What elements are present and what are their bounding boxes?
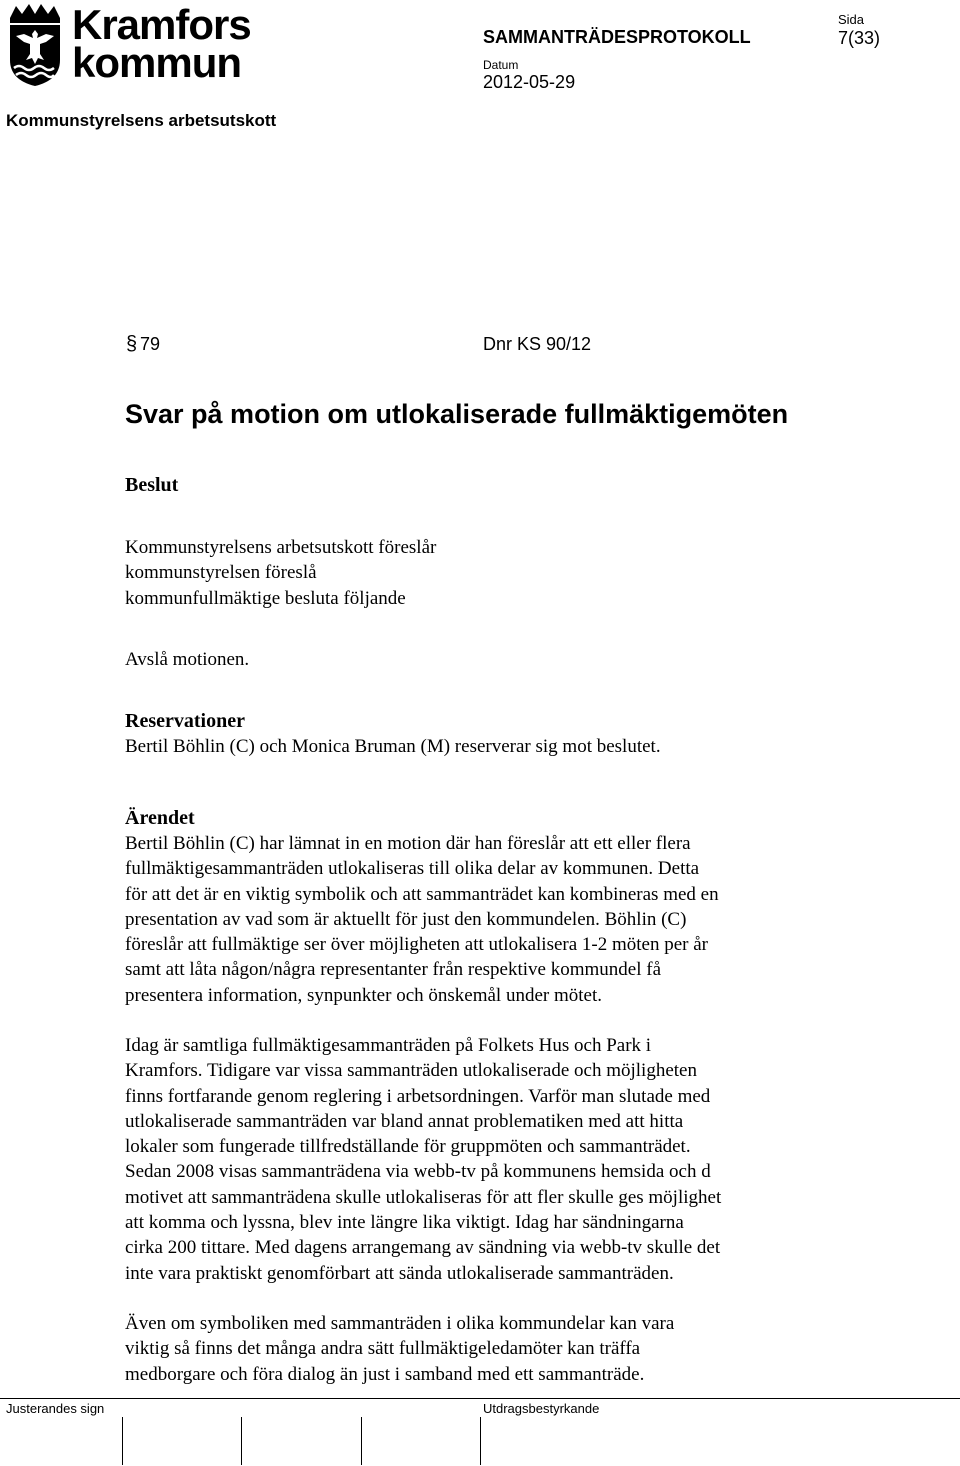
text-line: att komma och lyssna, blev inte längre lika viktigt. Idag har sändningarna — [125, 1212, 684, 1234]
footer-divider — [0, 1398, 960, 1399]
text-line: föreslår att fullmäktige ser över möjligheten att utlokalisera 1-2 möten per år — [125, 934, 708, 956]
diary-number: Dnr KS 90/12 — [483, 334, 592, 354]
footer-sign-label: Justerandes sign — [6, 1401, 105, 1416]
arendet-paragraph-1 — [125, 831, 845, 1008]
page-title: Svar på motion om utlokaliserade fullmäktigemöten — [125, 399, 789, 429]
logo-line-2: kommun — [72, 39, 242, 86]
text-line: för att det är en viktig symbolik och att sammanträdet kan kombineras med en — [125, 883, 719, 905]
kramfors-kommun-logo — [6, 1, 256, 86]
signature-box-divider — [480, 1417, 481, 1465]
organization-name: Kommunstyrelsens arbetsutskott — [6, 111, 277, 130]
beslut-text — [125, 535, 845, 611]
coat-of-arms-icon — [6, 4, 64, 86]
date-label: Datum — [483, 58, 519, 72]
text-line: presentera information, synpunkter och önskemål under mötet. — [125, 984, 602, 1006]
text-line: samt att låta någon/några representanter från respektive kommundel få — [125, 959, 661, 981]
text-line: Bertil Böhlin (C) har lämnat in en motion där han föreslår att ett eller flera — [125, 833, 691, 854]
beslut-line: kommunstyrelsen föreslå — [125, 562, 317, 584]
beslut-line: kommunfullmäktige besluta följande — [125, 587, 406, 609]
signature-box-divider — [122, 1417, 123, 1465]
text-line: inte vara praktiskt genomförbart att sända utlokaliserade sammanträden. — [125, 1262, 674, 1284]
text-line: Kramfors. Tidigare var vissa sammanträden utlokaliserade och möjligheten — [125, 1060, 697, 1082]
section-mark: § — [126, 333, 138, 355]
arendet-paragraph-2 — [125, 1033, 845, 1286]
reservationer-heading: Reservationer — [125, 710, 245, 732]
document-type: SAMMANTRÄDESPROTOKOLL — [483, 27, 751, 47]
page-label: Sida — [838, 12, 865, 27]
text-line: Även om symboliken med sammanträden i olika kommundelar kan vara — [125, 1313, 675, 1334]
text-line: cirka 200 tittare. Med dagens arrangemang av sändning via webb-tv skulle det — [125, 1237, 721, 1259]
reservationer-text: Bertil Böhlin (C) och Monica Bruman (M) reserverar sig mot beslutet. — [125, 736, 661, 757]
text-line: presentation av vad som är aktuellt för just den kommundelen. Böhlin (C) — [125, 908, 687, 930]
text-line: lokaler som fungerade tillfredställande för gruppmöten och sammanträdet. — [125, 1136, 691, 1158]
footer-utdrag-label: Utdragsbestyrkande — [483, 1401, 600, 1416]
page-number: 7(33) — [838, 28, 881, 48]
logo-wordmark — [72, 1, 251, 86]
signature-box-divider — [241, 1417, 242, 1465]
text-line: viktig så finns det många andra sätt fullmäktigeledamöter kan träffa — [125, 1338, 641, 1360]
text-line: fullmäktigesammanträden utlokaliseras till olika delar av kommunen. Detta — [125, 858, 700, 880]
arendet-paragraph-3 — [125, 1311, 845, 1387]
text-line: Idag är samtliga fullmäktigesammanträden på Folkets Hus och Park i — [125, 1035, 652, 1056]
beslut-line: Kommunstyrelsens arbetsutskott föreslår — [125, 537, 437, 558]
logo-line-1: Kramfors — [72, 1, 251, 48]
beslut-heading: Beslut — [125, 474, 179, 496]
text-line: Sedan 2008 visas sammanträdena via webb-tv på kommunens hemsida och d — [125, 1161, 711, 1183]
text-line: motivet att sammanträdena skulle utlokaliseras för att fler skulle ges möjlighet — [125, 1186, 722, 1208]
signature-box-divider — [361, 1417, 362, 1465]
text-line: medborgare och föra dialog än just i samband med ett sammanträde. — [125, 1363, 645, 1385]
decision-text: Avslå motionen. — [125, 649, 250, 670]
item-number: 79 — [140, 334, 161, 354]
text-line: utlokaliserade sammanträden var bland annat problematiken med att hitta — [125, 1110, 684, 1132]
arendet-heading: Ärendet — [125, 807, 195, 829]
text-line: finns fortfarande genom reglering i arbetsordningen. Varför man slutade med — [125, 1085, 711, 1107]
date-value: 2012-05-29 — [483, 72, 576, 92]
